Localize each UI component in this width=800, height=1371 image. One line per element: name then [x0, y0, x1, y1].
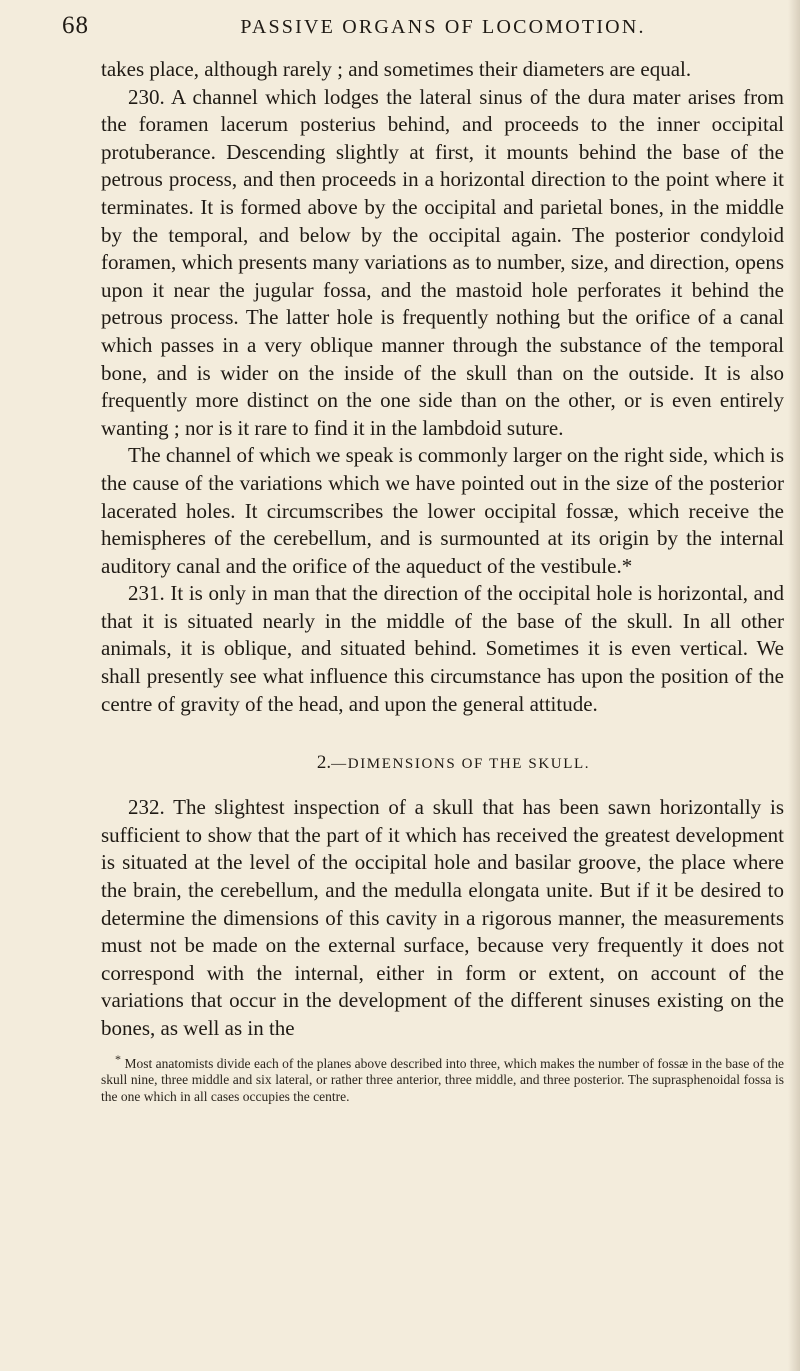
paragraph-channel: The channel of which we speak is commonly larger on the right side, which is the cause of the variations which we have pointed out in the size of the posterior lacerated holes. It circumscribes the lower occipital fossæ, which receive the hemispheres of the cerebellum, and is surmounted at its origin by the internal auditory canal and the orifice of the aqueduct of the vestibule.* — [101, 443, 784, 578]
page-edge-shadow — [788, 0, 800, 1371]
page-header — [62, 12, 778, 42]
running-title: PASSIVE ORGANS OF LOCOMOTION. — [240, 16, 646, 38]
section-dash: — — [331, 756, 348, 773]
page-number: 68 — [62, 12, 89, 39]
section-heading — [101, 752, 784, 774]
section-number: 2. — [316, 752, 332, 774]
footnote — [101, 1051, 784, 1106]
page-body — [101, 56, 784, 1119]
paragraph-230: 230. A channel which lodges the lateral sinus of the dura mater arises from the foramen lacerum posterius behind, and proceeds to the inner occipital protuberance. Descending slightly at first, it mounts behind the base of the petrous process, and then proceeds in a horizontal direction to the point where it terminates. It is formed above by the occipital and parietal bones, in the middle by the temporal, and below by the occipital again. The posterior condyloid foramen, which presents many variations as to number, size, and direction, opens upon it near the jugular fossa, and the mastoid hole perforates it behind the petrous process. The latter hole is frequently nothing but the orifice of a canal which passes in a very oblique manner through the substance of the temporal bone, and is wider on the inside of the skull than on the outside. It is also frequently more distinct on the one side than on the other, or is even entirely wanting ; nor is it rare to find it in the lambdoid suture. — [101, 84, 784, 440]
paragraph-231: 231. It is only in man that the direction of the occipital hole is horizontal, and that it is situated nearly in the middle of the base of the skull. In all other animals, it is oblique, and situated behind. Sometimes it is even vertical. We shall presently see what influence this circumstance has upon the position of the centre of gravity of the head, and upon the general attitude. — [101, 581, 784, 716]
paragraph-232: 232. The slightest inspection of a skull that has been sawn horizontally is sufficient to show that the part of it which has received the greatest development is situated at the level of the occipital hole and basilar groove, the place where the brain, the cerebellum, and the medulla elongata unite. But if it be desired to determine the dimensions of this cavity in a rigorous manner, the measurements must not be made on the external surface, because very frequently it does not correspond with the internal, either in form or extent, on account of the variations that occur in the development of the different sinuses existing on the bones, as well as in the — [101, 795, 784, 1040]
paragraph-continuation: takes place, although rarely ; and sometimes their diameters are equal. — [101, 57, 692, 81]
footnote-mark: * — [115, 1051, 121, 1066]
section-title: DIMENSIONS OF THE SKULL. — [347, 756, 591, 773]
footnote-text: Most anatomists divide each of the planes above described into three, which makes the number of fossæ in the base of the skull nine, three middle and six lateral, or rather three anterior, three middle, and three posterior. The suprasphenoidal fossa is the one which in all cases occupies the centre. — [101, 1055, 784, 1104]
